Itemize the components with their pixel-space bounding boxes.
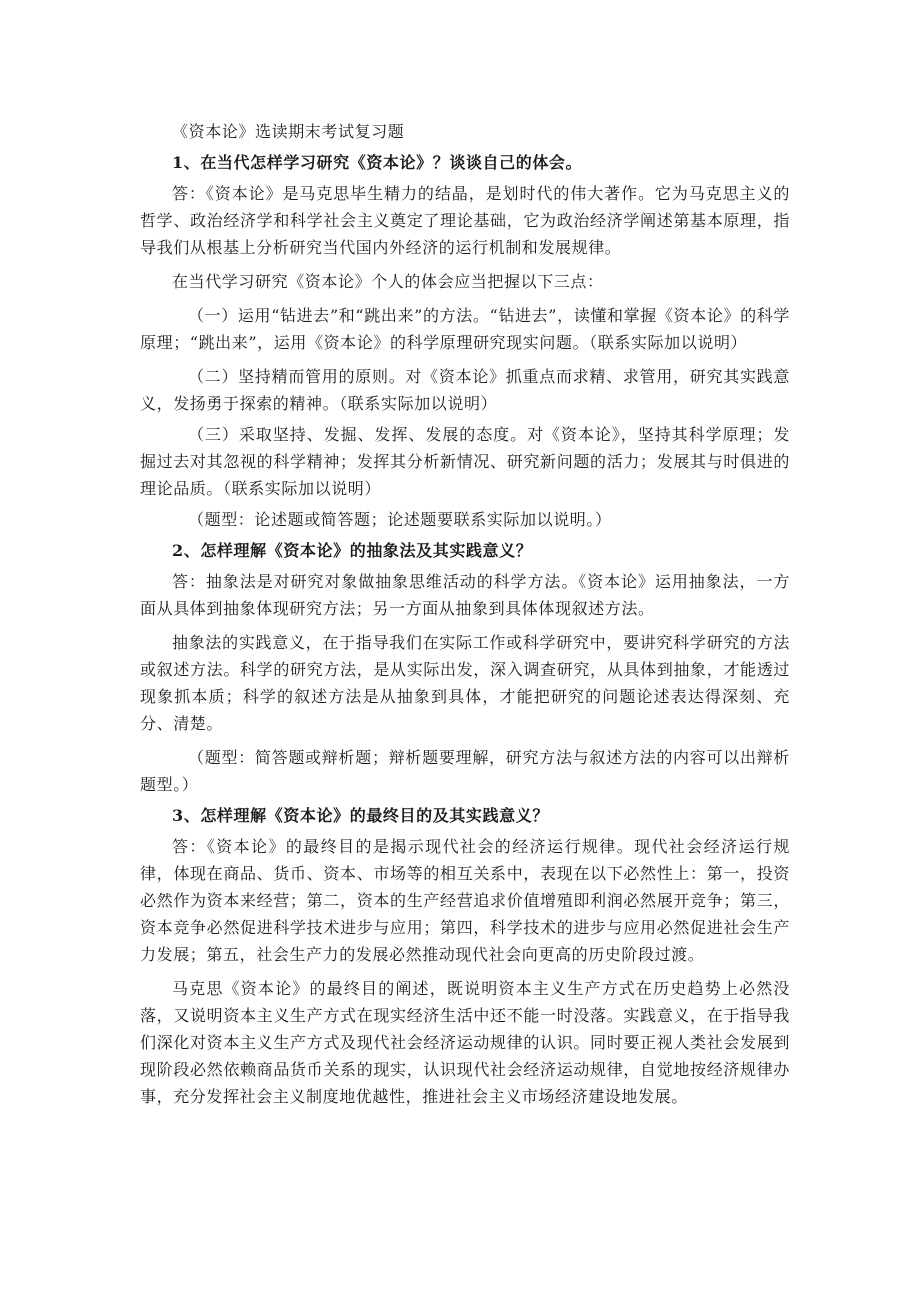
question-3-practice: 马克思《资本论》的最终目的阐述，既说明资本主义生产方式在历史趋势上必然没落，又说明资本主义生产方式在现实经济生活中还不能一时没落。实践意义，在于指导我们深化对资本主义生产方式及现代社会经济运动规律的认识。同时要正视人类社会发展到现阶段必然依赖商品货币关系的现实，认识现代社会经济运动规律，自觉地按经济规律办事，充分发挥社会主义制度地优越性，推进社会主义市场经济建设地发展。: [140, 979, 790, 1106]
question-2-answer: 答：抽象法是对研究对象做抽象思维活动的科学方法。《资本论》运用抽象法，一方面从具体到抽象体现研究方法；另一方面从抽象到具体体现叙述方法。: [140, 572, 790, 618]
question-1-lead: 在当代学习研究《资本论》个人的体会应当把握以下三点：: [172, 272, 604, 291]
question-1-point-2: （二）坚持精而管用的原则。对《资本论》抓重点而求精、求管用，研究其实践意义，发扬勇于探索的精神。（联系实际加以说明）: [140, 367, 790, 413]
question-1-answer-intro: 答：《资本论》是马克思毕生精力的结晶，是划时代的伟大著作。它为马克思主义的哲学、政治经济学和科学社会主义奠定了理论基础，它为政治经济学阐述第基本原理，指导我们从根基上分析研究当代国内外经济的运行机制和发展规律。: [140, 184, 790, 257]
question-2-practice: 抽象法的实践意义，在于指导我们在实际工作或科学研究中，要讲究科学研究的方法或叙述方法。科学的研究方法，是从实际出发，深入调查研究，从具体到抽象，才能透过现象抓本质；科学的叙述方法是从抽象到具体，才能把研究的问题论述表达得深刻、充分、清楚。: [140, 633, 790, 733]
question-2-type-note: （题型：简答题或辩析题；辩析题要理解，研究方法与叙述方法的内容可以出辩析题型。）: [140, 748, 790, 794]
question-1-point-1: （一）运用“钻进去”和“跳出来”的方法。“钻进去”，读懂和掌握《资本论》的科学原理；“跳出来”，运用《资本论》的科学原理研究现实问题。（联系实际加以说明）: [140, 306, 790, 352]
question-3-answer: 答：《资本论》的最终目的是揭示现代社会的经济运行规律。现代社会经济运行规律，体现在商品、货币、资本、市场等的相互关系中，表现在以下必然性上：第一，投资必然作为资本来经营；第二，资本的生产经营追求价值增殖即利润必然展开竞争；第三，资本竞争必然促进科学技术进步与应用；第四，科学技术的进步与应用必然促进社会生产力发展；第五，社会生产力的发展必然推动现代社会向更高的历史阶段过渡。: [140, 837, 790, 964]
question-1-type-note: （题型：论述题或简答题；论述题要联系实际加以说明。）: [188, 510, 612, 529]
question-3-heading: 3、怎样理解《资本论》的最终目的及其实践意义？: [172, 806, 549, 825]
question-1-heading: 1、在当代怎样学习研究《资本论》？谈谈自己的体会。: [172, 153, 583, 172]
document-title: 《资本论》选读期末考试复习题: [172, 122, 405, 141]
document-body: [140, 118, 790, 1110]
question-2-heading: 2、怎样理解《资本论》的抽象法及其实践意义？: [172, 541, 533, 560]
question-1-point-3: （三）采取坚持、发掘、发挥、发展的态度。对《资本论》，坚持其科学原理；发掘过去对其忽视的科学精神；发挥其分析新情况、研究新问题的活力；发展其与时俱进的理论品质。（联系实际加以说明）: [140, 425, 790, 498]
